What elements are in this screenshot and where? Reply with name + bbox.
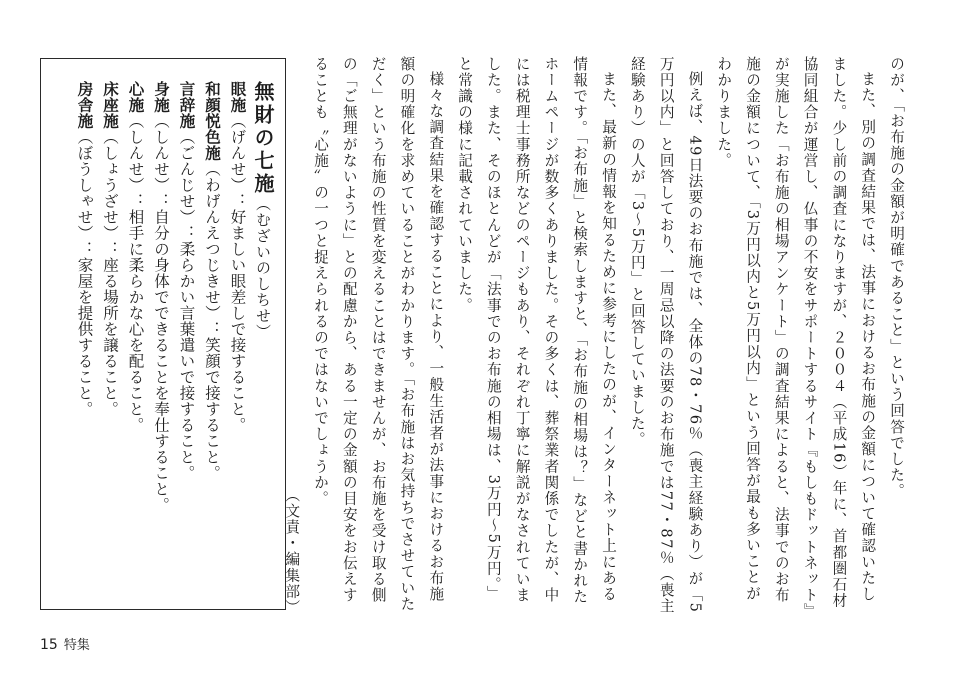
sidebar-item: [71, 81, 97, 601]
article-paragraph: 様々な調査結果を確認することにより、一般生活者が法事におけるお布施額の明確化を求めていることがわかります。「お布施はお気持ちでさせていただく」という布施の性質を変えることはできませんが、お布施を受け取る側の「ご無理がないように」との配慮から、ある一定の金額の目安をお伝えすることも〝心施〟の一つと捉えられるのではないでしょうか。: [312, 56, 445, 613]
article-paragraph: また、別の調査結果では、法事におけるお布施の金額について確認いたしました。少し前の調査になりますが、２００４（平成16）年に、首都圏石材協同組合が運営し、仏事の不安をサポートするサイト『もしもドットネット』が実施した「お布施の相場アンケート」の調査結果によると、法事でのお布施の金額について、「3万円以内と5万円以内」という回答が最も多いことがわかりました。: [715, 56, 877, 613]
article-text: [276, 56, 910, 616]
sidebar-item-reading: （ごんじせ）: [177, 129, 196, 225]
sidebar-item-reading: （しんせ）: [152, 113, 170, 193]
sidebar-item: [148, 81, 174, 601]
sidebar-item-desc: ：相手に柔らかな心を配ること。: [126, 193, 145, 433]
sidebar-title: 無財の七施（むざいのしちせ）: [251, 81, 275, 340]
article-paragraph: のが、「お布施の金額が明確であること」という回答でした。: [888, 56, 905, 500]
sidebar-item-desc: ：自分の身体でできることを奉仕すること。: [152, 193, 170, 513]
sidebar-item-term: 眼施: [228, 81, 247, 113]
sidebar-item-desc: ：笑顔で接すること。: [203, 321, 221, 481]
article-credit: （文責・編集部）: [283, 487, 301, 616]
section-label: 特集: [63, 638, 90, 653]
sidebar-item-desc: ：好ましい眼差しで接すること。: [228, 193, 247, 433]
sidebar-item-reading: （げんせ）: [228, 113, 247, 193]
sidebar-item: [224, 81, 250, 601]
page-number: 15: [40, 637, 58, 653]
sidebar-item-reading: （しんせ）: [126, 113, 145, 193]
sidebar-item-desc: ：柔らかい言葉遣いで接すること。: [177, 225, 196, 481]
page-footer: [40, 634, 90, 653]
sidebar-item-desc: ：座る場所を譲ること。: [101, 241, 119, 417]
article-paragraph: 例えば、49日法要のお布施では、全体の78・76％（喪主経験あり）が「5万円以内」と回答しており、一周忌以降の法要のお布施では77・87％（喪主経験あり）の人が「3～5万円」と回答していました。: [628, 56, 704, 615]
sidebar-item: [199, 81, 225, 601]
sidebar-item: [122, 81, 148, 601]
sidebar-item-reading: （ぼうしゃせ）: [75, 129, 94, 241]
sidebar-item-term: 房舎施: [75, 81, 94, 129]
sidebar-box: [40, 58, 286, 610]
sidebar-item: [97, 81, 123, 601]
sidebar-item: [173, 81, 199, 601]
sidebar-item-desc: ：家屋を提供すること。: [75, 241, 94, 417]
sidebar-item-term: 心施: [126, 81, 145, 113]
sidebar-item-term: 床座施: [101, 81, 119, 129]
sidebar-item-term: 言辞施: [177, 81, 196, 129]
sidebar-item-reading: （わげんえつじきせ）: [203, 161, 221, 321]
sidebar-content: [71, 81, 275, 601]
article-paragraph: また、最新の情報を知るために参考にしたのが、インターネット上にある情報です。「お布施」と検索しますと、「お布施の相場は？」などと書かれたホームページが数多くありました。その多くは、葬祭業者関係でしたが、中には税理士事務所などのページもあり、それぞれ丁寧に解説がなされていました。また、そのほとんどが「法事でのお布施の相場は、3万円～5万円。」と常識の様に記載されていました。: [456, 56, 618, 605]
sidebar-item-term: 身施: [152, 81, 170, 113]
article-body: [283, 56, 910, 616]
sidebar-item-term: 和顔悦色施: [203, 81, 221, 161]
sidebar-title-reading: （むざいのしちせ）: [254, 196, 272, 340]
sidebar-item-reading: （しょうざせ）: [101, 129, 119, 241]
